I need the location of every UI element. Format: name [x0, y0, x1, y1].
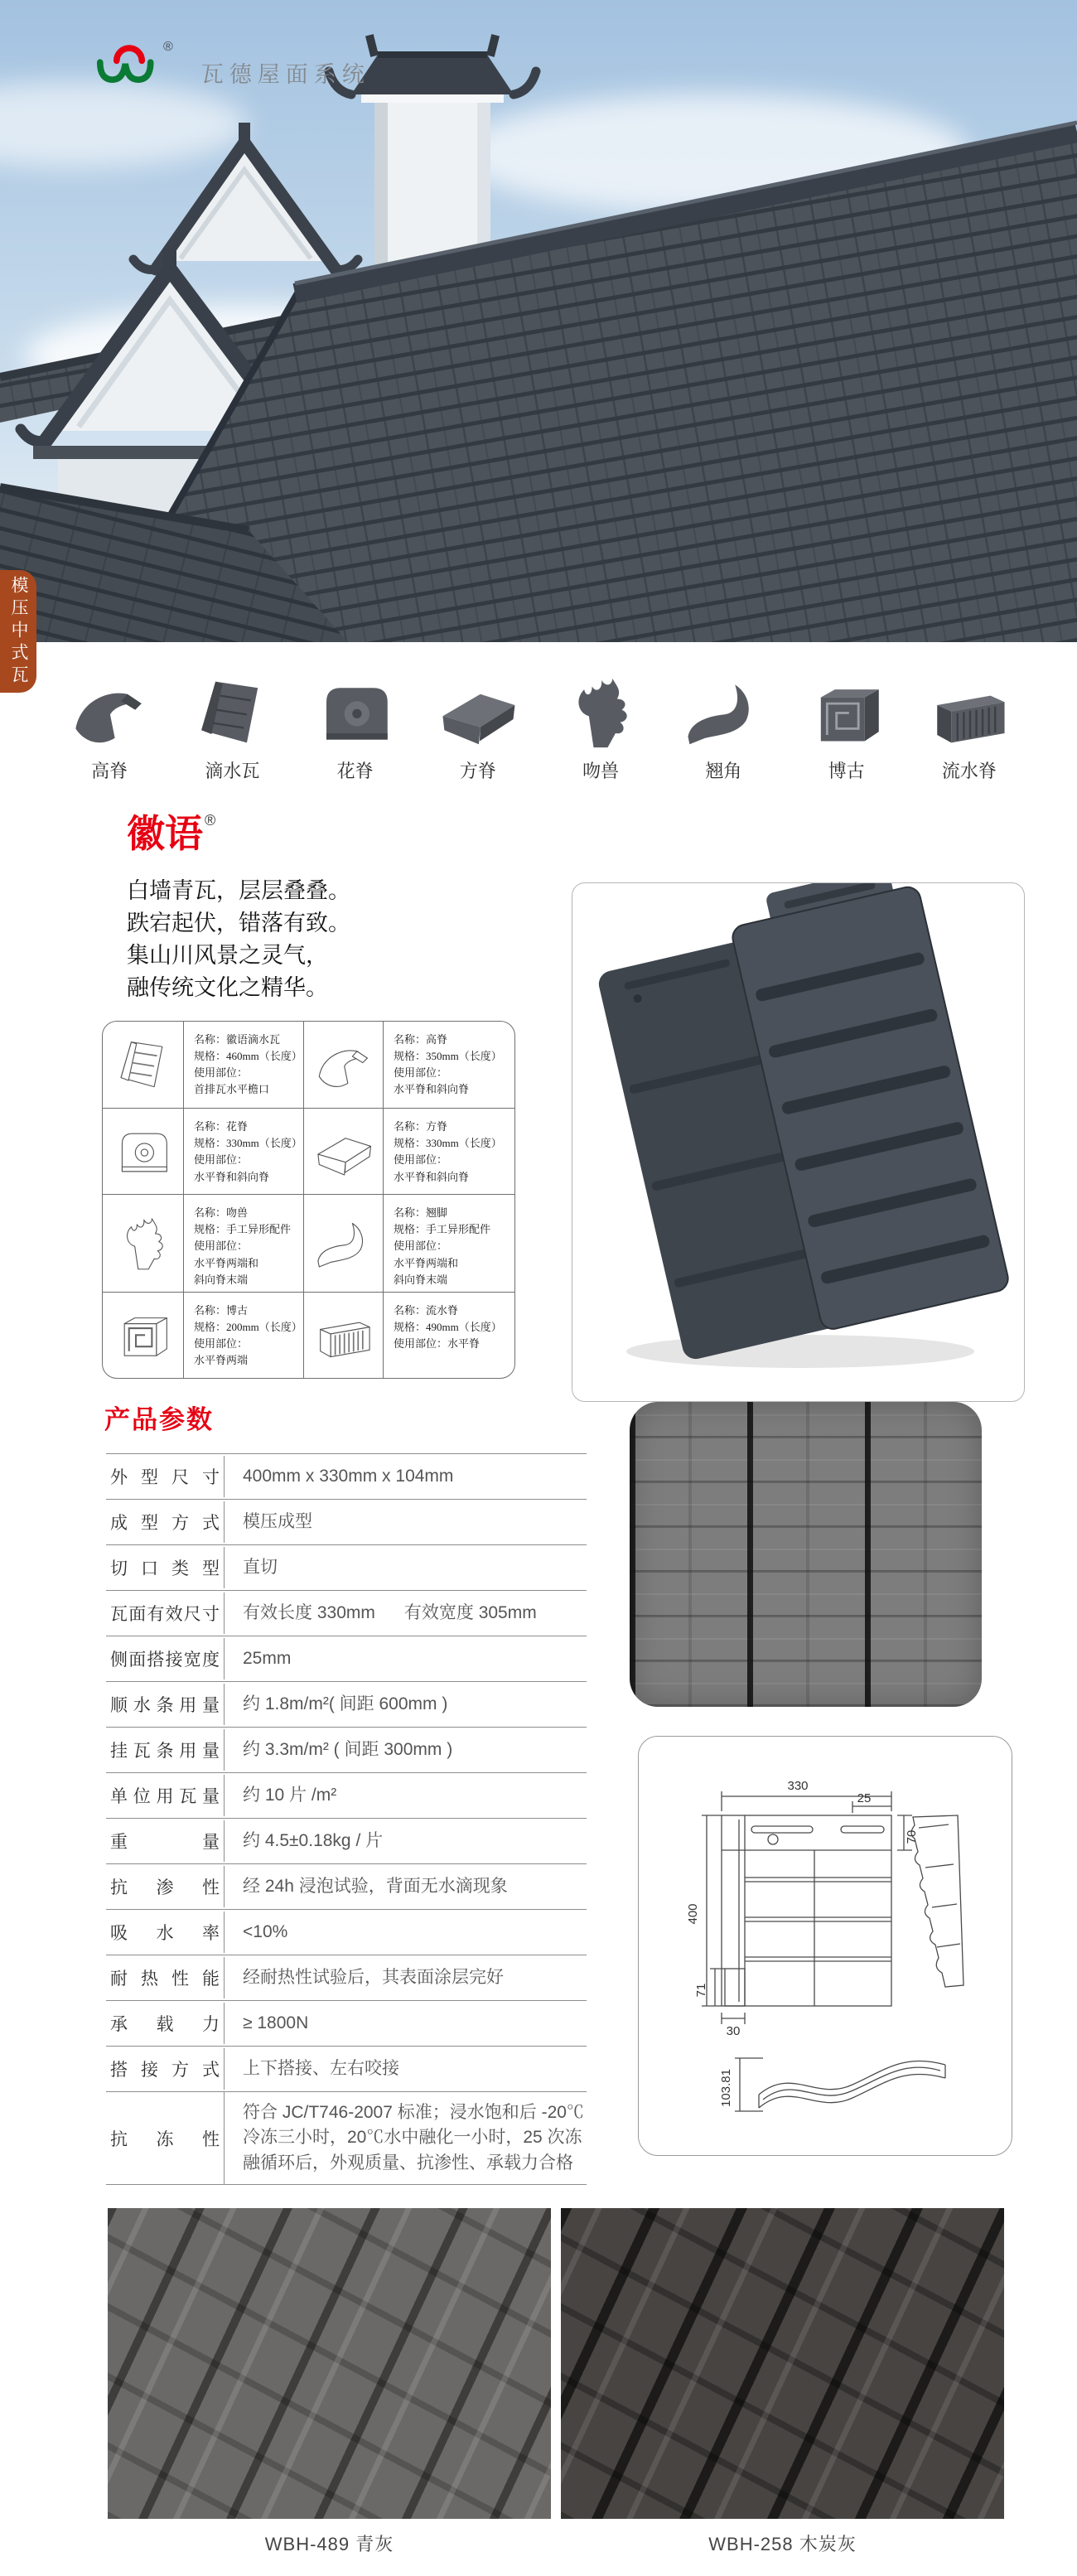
spec-line: 使用部位：	[394, 1153, 448, 1167]
spec-line: 规格：330mm（长度）	[194, 1137, 302, 1150]
drip-tile-icon	[189, 671, 275, 751]
spec-line: 名称：博古	[194, 1303, 249, 1317]
param-row	[106, 1955, 587, 2000]
product-params-table	[106, 1453, 587, 2185]
dim-side-label: 30	[726, 2024, 741, 2038]
spec-line: 使用部位：	[194, 1337, 249, 1351]
param-row	[106, 1590, 587, 1636]
spec-line: 使用部位：	[394, 1240, 448, 1253]
accessory-item	[539, 671, 662, 783]
accessory-item	[48, 671, 171, 783]
brand-logo	[96, 40, 370, 89]
high-ridge-icon	[66, 671, 152, 751]
param-value: 约 1.8m/m²( 间距 600mm )	[224, 1684, 587, 1725]
param-row	[106, 2046, 587, 2091]
spec-text-cell	[383, 1022, 514, 1108]
accessory-item	[171, 671, 293, 783]
param-row	[106, 1453, 587, 1499]
dim-width-label: 330	[787, 1779, 809, 1793]
poem-line: 跌宕起伏，错落有致。	[127, 911, 350, 935]
flower-ridge-icon	[312, 671, 398, 751]
water-ridge-sketch-icon	[303, 1292, 383, 1378]
param-value: 约 10 片 /m²	[224, 1775, 587, 1816]
spec-text-cell	[383, 1292, 514, 1378]
param-row	[106, 1909, 587, 1955]
upturned-corner-icon	[680, 671, 766, 751]
spec-line: 规格：350mm（长度）	[394, 1050, 502, 1063]
spec-line: 规格：490mm（长度）	[394, 1321, 502, 1334]
spec-line: 水平脊两端和	[394, 1256, 459, 1269]
param-label: 搭 接 方 式	[110, 2061, 220, 2080]
dim-tail-label: 71	[694, 1983, 708, 1998]
spec-text-cell	[183, 1194, 303, 1292]
accessory-item	[417, 671, 539, 783]
series-title-text: 徽语	[127, 812, 203, 855]
dimension-drawing	[639, 1737, 1012, 2155]
param-row	[106, 1544, 587, 1590]
poem-line: 集山川风景之灵气，	[127, 943, 328, 968]
square-ridge-icon	[435, 671, 521, 751]
accessory-label: 方脊	[459, 761, 496, 781]
spec-text-cell	[183, 1022, 303, 1108]
accessory-item	[294, 671, 417, 783]
hero-roof-photo	[0, 0, 1077, 642]
spec-line: 使用部位：	[194, 1153, 249, 1167]
dim-head-label: 70	[905, 1829, 919, 1844]
accessory-label: 博古	[828, 761, 865, 781]
accessory-label: 翘角	[705, 761, 742, 781]
product-tile-photo	[572, 882, 1025, 1402]
param-row	[106, 1863, 587, 1909]
category-side-tab: 模压中式瓦	[0, 570, 36, 693]
param-value: 直切	[224, 1547, 587, 1588]
spec-line: 规格：200mm（长度）	[194, 1321, 302, 1334]
roof-scene-illustration	[0, 0, 1077, 642]
param-value: ≥ 1800N	[224, 2003, 587, 2044]
spec-text-cell	[383, 1194, 514, 1292]
poem-line: 白墙青瓦，层层叠叠。	[127, 878, 350, 903]
intro-poem	[127, 875, 350, 1004]
accessory-label: 高脊	[91, 761, 128, 781]
spec-line: 规格：手工异形配件	[394, 1223, 491, 1236]
spec-text-cell	[383, 1108, 514, 1194]
param-label: 外 型 尺 寸	[110, 1468, 220, 1487]
param-value: <10%	[224, 1911, 587, 1953]
drip-tile-sketch-icon	[103, 1022, 183, 1108]
accessory-item	[662, 671, 785, 783]
bogu-block-icon	[804, 671, 890, 751]
spec-line: 使用部位：	[394, 1066, 448, 1080]
spec-line: 名称：高脊	[394, 1033, 448, 1046]
param-value: 400mm x 330mm x 104mm	[224, 1456, 587, 1497]
param-value: 约 3.3m/m² ( 间距 300mm )	[224, 1729, 587, 1771]
param-label: 承 载 力	[110, 2015, 220, 2034]
ridge-beast-icon	[558, 671, 644, 751]
param-value: 经耐热性试验后，其表面涂层完好	[224, 1957, 587, 1998]
param-value: 经 24h 浸泡试验，背面无水滴现象	[224, 1866, 587, 1907]
swatch-label: WBH-489 青灰	[264, 2534, 394, 2554]
swatch-label: WBH-258 木炭灰	[708, 2534, 857, 2554]
param-label: 吸 水 率	[110, 1924, 220, 1943]
param-row	[106, 1681, 587, 1727]
accessory-item	[785, 671, 908, 783]
param-row	[106, 2091, 587, 2184]
dim-profile-label: 103.81	[719, 2069, 733, 2107]
param-label: 单 位 用 瓦 量	[110, 1787, 220, 1806]
spec-line: 水平脊和斜向脊	[194, 1170, 270, 1183]
param-row	[106, 1772, 587, 1818]
water-ridge-icon	[926, 671, 1012, 751]
param-row	[106, 1727, 587, 1772]
param-row	[106, 1636, 587, 1681]
spec-line: 规格：手工异形配件	[194, 1223, 292, 1236]
ridge-beast-sketch-icon	[103, 1194, 183, 1292]
spec-line: 首排瓦水平檐口	[194, 1083, 270, 1096]
tile-illustration	[572, 883, 1024, 1401]
param-label: 重 量	[110, 1833, 220, 1852]
accessory-label: 花脊	[336, 761, 374, 781]
series-title	[127, 804, 215, 858]
swatch-photo-mutanhui	[561, 2208, 1004, 2519]
param-value: 约 4.5±0.18kg / 片	[224, 1820, 587, 1862]
param-label: 成 型 方 式	[110, 1514, 220, 1533]
spec-line: 名称：方脊	[394, 1120, 448, 1133]
spec-line: 使用部位：	[194, 1066, 249, 1080]
bogu-block-sketch-icon	[103, 1292, 183, 1378]
spec-line: 规格：330mm（长度）	[394, 1137, 502, 1150]
spec-line: 斜向脊末端	[194, 1273, 249, 1286]
param-row	[106, 1818, 587, 1863]
accessory-item	[908, 671, 1031, 783]
param-value: 25mm	[224, 1638, 587, 1679]
brand-name: 瓦德屋面系统	[200, 62, 370, 87]
spec-line: 使用部位：水平脊	[394, 1337, 481, 1351]
spec-line: 水平脊和斜向脊	[394, 1083, 470, 1096]
param-value: 模压成型	[224, 1501, 587, 1543]
spec-line: 水平脊两端	[194, 1354, 249, 1367]
technical-drawing-panel	[638, 1736, 1012, 2156]
dim-overlap-label: 25	[857, 1791, 872, 1805]
params-section-title: 产品参数	[104, 1405, 214, 1434]
param-value: 符合 JC/T746-2007 标准；浸水饱和后 -20℃冷冻三小时，20℃水中融化一小时，25 次冻融循环后，外观质量、抗渗性、承载力合格	[224, 2092, 587, 2184]
square-ridge-sketch-icon	[303, 1108, 383, 1194]
param-label: 挂 瓦 条 用 量	[110, 1742, 220, 1761]
param-row	[106, 1499, 587, 1544]
flower-ridge-sketch-icon	[103, 1108, 183, 1194]
accessory-label: 流水脊	[941, 761, 997, 781]
spec-text-cell	[183, 1108, 303, 1194]
high-ridge-sketch-icon	[303, 1022, 383, 1108]
spec-line: 名称：花脊	[194, 1120, 249, 1133]
param-label: 抗 渗 性	[110, 1878, 220, 1897]
param-label: 切 口 类 型	[110, 1559, 220, 1578]
accessory-thumbnails-row	[48, 671, 1031, 783]
wade-logo-icon	[96, 43, 162, 88]
param-value: 有效长度 330mm 有效宽度 305mm	[224, 1592, 587, 1634]
accessory-label: 滴水瓦	[205, 761, 260, 781]
series-registered-mark: ®	[205, 812, 216, 829]
component-spec-grid	[102, 1021, 515, 1379]
param-label: 抗 冻 性	[110, 2129, 220, 2149]
param-value: 上下搭接、左右咬接	[224, 2048, 587, 2090]
param-label: 侧 面 搭 接 宽 度	[110, 1650, 220, 1670]
spec-line: 水平脊两端和	[194, 1256, 259, 1269]
dim-length-label: 400	[686, 1903, 700, 1925]
param-label: 耐 热 性 能	[110, 1969, 220, 1989]
tile-layout-texture-photo	[630, 1402, 982, 1707]
spec-line: 水平脊和斜向脊	[394, 1170, 470, 1183]
spec-line: 使用部位：	[194, 1240, 249, 1253]
spec-line: 名称：徽语滴水瓦	[194, 1033, 281, 1046]
color-swatch-mutanhui	[561, 2208, 1004, 2556]
spec-line: 规格：460mm（长度）	[194, 1050, 302, 1063]
accessory-label: 吻兽	[582, 761, 620, 781]
param-row	[106, 2000, 587, 2046]
spec-line: 名称：吻兽	[194, 1206, 249, 1220]
logo-registered-mark: ®	[163, 40, 173, 54]
spec-text-cell	[183, 1292, 303, 1378]
param-label: 顺 水 条 用 量	[110, 1696, 220, 1715]
swatch-photo-qinghui	[108, 2208, 551, 2519]
poem-line: 融传统文化之精华。	[127, 975, 328, 1000]
spec-line: 斜向脊末端	[394, 1273, 448, 1286]
color-swatch-qinghui	[108, 2208, 551, 2556]
upturned-corner-sketch-icon	[303, 1194, 383, 1292]
param-label: 瓦 面 有 效 尺 寸	[110, 1605, 220, 1624]
spec-line: 名称：翘脚	[394, 1206, 448, 1220]
spec-line: 名称：流水脊	[394, 1303, 459, 1317]
